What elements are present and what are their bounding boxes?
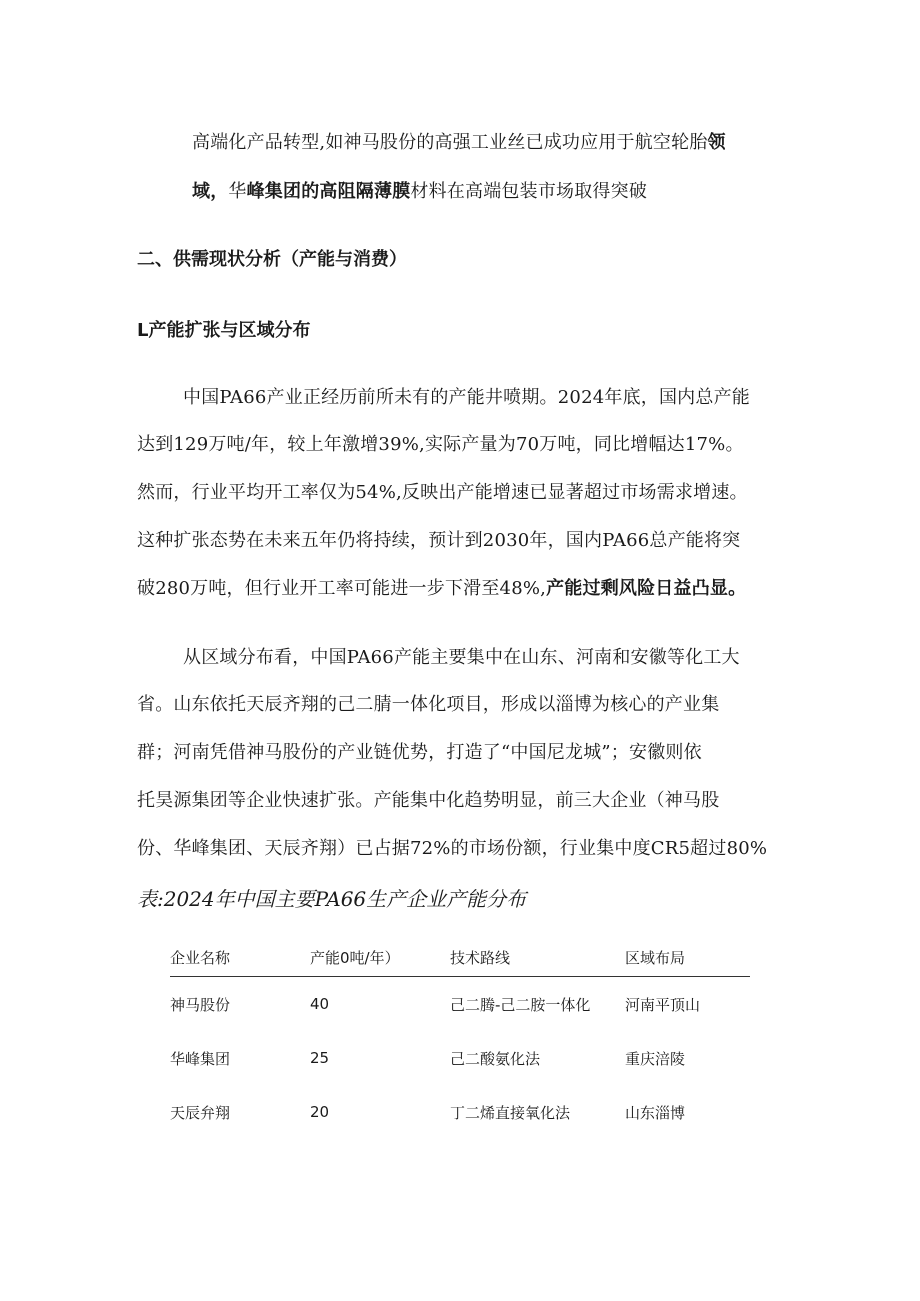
cell-capacity: 40 (310, 995, 330, 1013)
table-header-row (170, 938, 750, 977)
para1-line-5-bold: 产能过剩风险日益凸显。 (546, 578, 747, 599)
intro-line-2-text-a: 华 (228, 181, 247, 202)
cell-capacity: 20 (310, 1103, 330, 1121)
cell-region: 重庆涪陵 (625, 1049, 686, 1068)
cell-company: 神马股份 (170, 995, 231, 1014)
para1-line-4: 这种扩张态势在未来五年仍将持续，预计到2030年，国内PA66总产能将突 (137, 530, 741, 551)
header-company: 企业名称 (170, 938, 310, 977)
intro-line-2-bold-b: 峰集团的高阻隔薄膜 (246, 181, 411, 202)
intro-line-2-text-b: 材料在高端包装市场取得突破 (410, 181, 648, 202)
para2-line-4: 托昊源集团等企业快速扩张。产能集中化趋势明显，前三大企业（神马股 (137, 790, 720, 811)
para2-line-5: 份、华峰集团、天辰齐翔）已占据72%的市场份额，行业集中度CR5超过80% (137, 838, 768, 859)
header-region: 区域布局 (625, 938, 750, 977)
capacity-table (170, 938, 750, 1139)
para1-line-2: 达到129万吨/年，较上年激增39%,实际产量为70万吨，同比增幅达17%。 (137, 434, 744, 455)
section-heading: 二、供需现状分析（产能与消费） (137, 249, 407, 270)
para2-line-2: 省。山东依托天辰齐翔的己二腈一体化项目，形成以淄博为核心的产业集 (137, 694, 720, 715)
table-row (170, 977, 750, 1032)
cell-capacity: 25 (310, 1049, 330, 1067)
cell-company: 华峰集团 (170, 1049, 231, 1068)
header-technology: 技术路线 (450, 938, 625, 977)
cell-technology: 丁二烯直接氧化法 (450, 1103, 571, 1122)
intro-line-2-bold-a: 域， (192, 181, 229, 202)
cell-technology: 己二酸氨化法 (450, 1049, 541, 1068)
para2-line-1: 从区域分布看，中国PA66产能主要集中在山东、河南和安徽等化工大 (183, 647, 740, 668)
cell-region: 山东淄博 (625, 1103, 686, 1122)
table-caption: 表:2024年中国主要PA66生产企业产能分布 (137, 887, 527, 911)
para2-line-3: 群；河南凭借神马股份的产业链优势，打造了“中国尼龙城”；安徽则依 (137, 742, 702, 763)
cell-region: 河南平顶山 (625, 995, 701, 1014)
intro-line-1-text: 高端化产品转型,如神马股份的高强工业丝已成功应用于航空轮胎 (192, 132, 708, 153)
para1-line-5 (137, 574, 746, 600)
cell-company: 天辰弁翔 (170, 1103, 231, 1122)
header-capacity: 产能0吨/年） (310, 938, 450, 977)
para1-line-5-text: 破280万吨，但行业开工率可能进一步下滑至48%, (137, 578, 547, 599)
intro-line-1 (192, 128, 726, 154)
intro-line-1-bold: 领 (707, 132, 726, 153)
sub-heading: L产能扩张与区域分布 (137, 320, 311, 341)
table-row (170, 1031, 750, 1085)
table-row (170, 1085, 750, 1139)
intro-line-2 (192, 177, 647, 203)
cell-technology: 己二腾-己二胺一体化 (450, 995, 591, 1014)
para1-line-1: 中国PA66产业正经历前所未有的产能井喷期。2024年底，国内总产能 (183, 387, 750, 408)
para1-line-3: 然而，行业平均开工率仅为54%,反映出产能增速已显著超过市场需求增速。 (137, 482, 748, 503)
